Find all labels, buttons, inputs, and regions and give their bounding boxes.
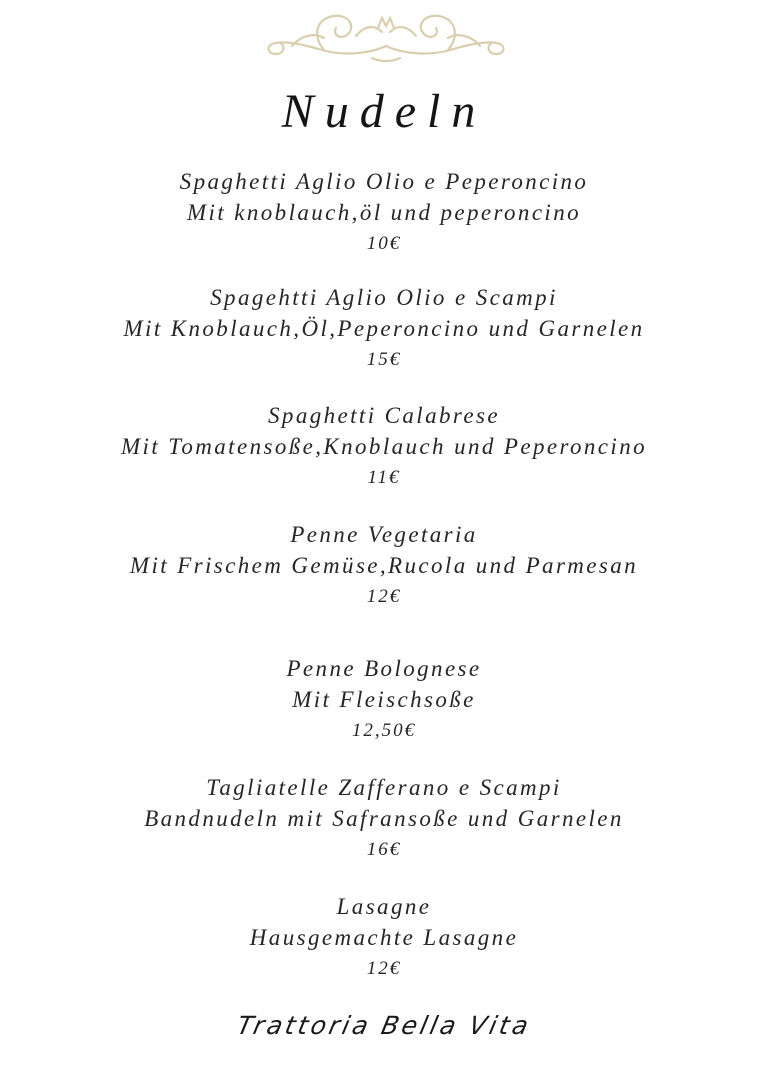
menu-item bbox=[0, 519, 768, 613]
menu-item bbox=[0, 891, 768, 985]
dish-description: Mit Frischem Gemüse,Rucola und Parmesan bbox=[129, 553, 639, 578]
dish-price: 12€ bbox=[366, 958, 402, 979]
dish-description: Hausgemachte Lasagne bbox=[249, 925, 519, 950]
dish-name: Penne Vegetaria bbox=[290, 522, 478, 547]
dish-name: Lasagne bbox=[336, 894, 432, 919]
dish-description: Mit Knoblauch,Öl,Peperoncino und Garnelen bbox=[123, 316, 645, 341]
restaurant-signature: Trattoria Bella Vita bbox=[234, 1011, 534, 1040]
dish-price: 15€ bbox=[366, 349, 402, 370]
page-title: Nudeln bbox=[281, 85, 487, 138]
dish-name: Spaghetti Aglio Olio e Peperoncino bbox=[179, 169, 589, 194]
dish-name: Tagliatelle Zafferano e Scampi bbox=[206, 775, 562, 800]
dish-description: Mit knoblauch,öl und peperoncino bbox=[186, 200, 582, 225]
dish-name: Spagehtti Aglio Olio e Scampi bbox=[210, 285, 558, 310]
dish-price: 12,50€ bbox=[351, 720, 417, 741]
dish-name: Spaghetti Calabrese bbox=[268, 403, 500, 428]
dish-price: 10€ bbox=[366, 233, 402, 254]
dish-description: Mit Tomatensoße,Knoblauch und Peperoncino bbox=[121, 434, 647, 459]
dish-price: 11€ bbox=[367, 467, 401, 488]
flourish-ornament-icon bbox=[264, 6, 508, 66]
menu-item bbox=[0, 772, 768, 866]
dish-name: Penne Bolognese bbox=[286, 656, 482, 681]
menu-item bbox=[0, 400, 768, 494]
menu-item bbox=[0, 282, 768, 376]
dish-price: 16€ bbox=[366, 839, 402, 860]
menu-item bbox=[0, 653, 768, 747]
dish-description: Mit Fleischsoße bbox=[292, 687, 476, 712]
dish-description: Bandnudeln mit Safransoße und Garnelen bbox=[144, 806, 624, 831]
dish-price: 12€ bbox=[366, 586, 402, 607]
menu-item bbox=[0, 166, 768, 260]
